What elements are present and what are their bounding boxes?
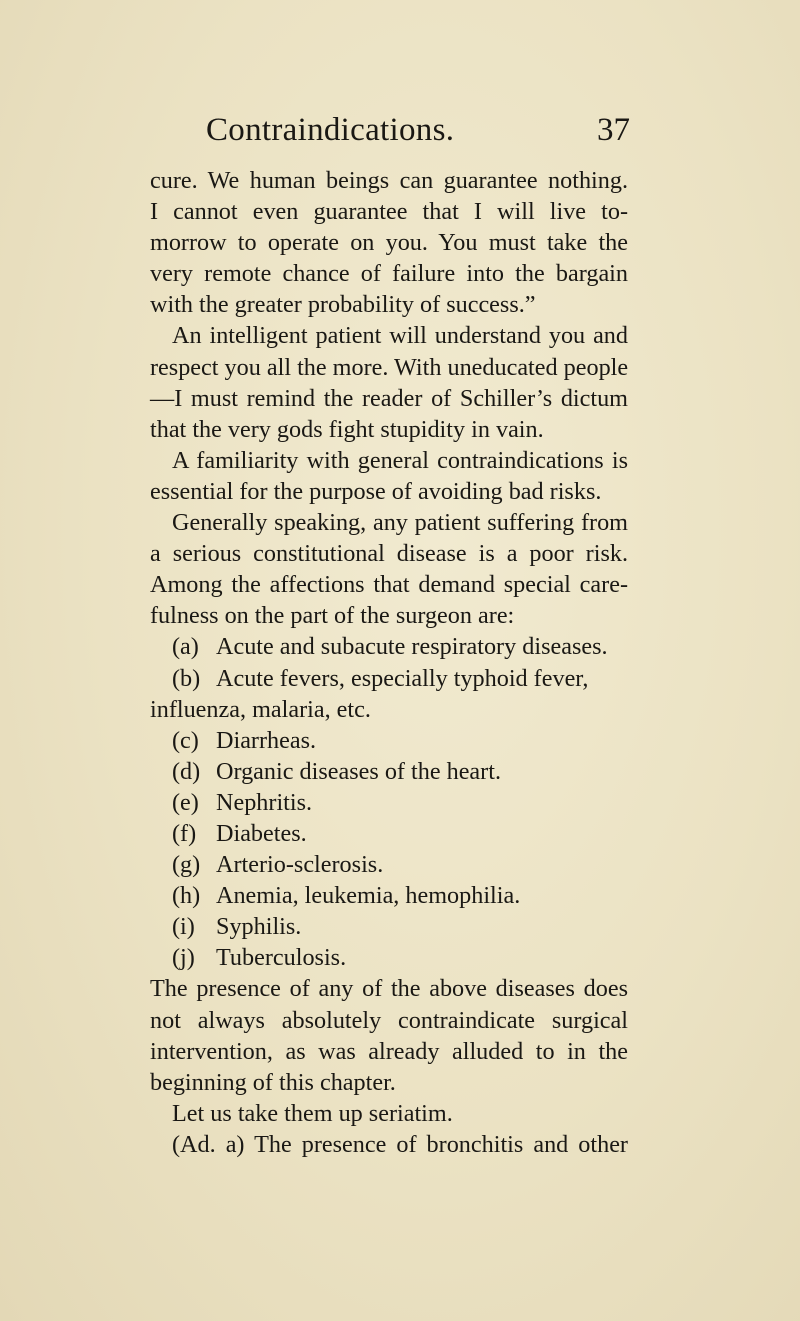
text-line: that the very gods fight stupidity in vain. [150, 415, 544, 443]
list-item-h [150, 880, 628, 911]
list-item-d [150, 756, 628, 787]
list-label: (h) [172, 882, 201, 910]
text-line: An intelligent patient will understand you and [172, 322, 628, 350]
list-label: (a) [172, 633, 199, 661]
list-item-c [150, 725, 628, 756]
list-text: Acute fevers, especially typhoid fever, [216, 664, 589, 692]
list-label: (c) [172, 726, 199, 754]
list-text: Organic diseases of the heart. [216, 757, 501, 785]
list-label: (e) [172, 788, 199, 816]
list-text: Diarrheas. [216, 726, 317, 754]
list-text: Nephritis. [216, 788, 313, 816]
list-item-a [150, 631, 628, 662]
list-label: (j) [172, 944, 195, 972]
text-line: —I must remind the reader of Schiller’s dictum [150, 384, 628, 412]
text-line: essential for the purpose of avoiding bad risks. [150, 477, 602, 505]
text-line: beginning of this chapter. [150, 1068, 396, 1096]
list-label: (f) [172, 819, 197, 847]
list-item-e [150, 787, 628, 818]
list-label: (i) [172, 913, 195, 941]
running-head [206, 112, 630, 158]
list-text: Arterio-sclerosis. [216, 851, 384, 879]
text-line: Among the affections that demand special care- [150, 571, 628, 599]
chapter-title: Contraindications. [206, 112, 455, 148]
list-text: Diabetes. [216, 819, 307, 847]
text-line: Let us take them up seriatim. [172, 1099, 453, 1127]
text-line: morrow to operate on you. You must take the [150, 229, 628, 257]
text-line: a serious constitutional disease is a poor risk. [150, 540, 628, 568]
text-line: The presence of any of the above diseases does [150, 975, 628, 1003]
text-line: cure. We human beings can guarantee nothing. [150, 167, 628, 194]
list-item-i [150, 911, 628, 942]
body-text [150, 165, 628, 1160]
text-line: intervention, as was already alluded to in the [150, 1037, 628, 1065]
text-line: fulness on the part of the surgeon are: [150, 602, 515, 630]
page-number: 37 [597, 112, 630, 148]
text-line: (Ad. a) The presence of bronchitis and other [172, 1130, 628, 1158]
text-line: respect you all the more. With uneducated people [150, 353, 629, 381]
list-item-b [150, 663, 628, 694]
list-text: Acute and subacute respiratory diseases. [216, 633, 608, 661]
text-line: not always absolutely contraindicate surgical [150, 1006, 628, 1034]
list-label: (g) [172, 851, 201, 879]
text-line: very remote chance of failure into the bargain [150, 260, 628, 288]
list-label: (d) [172, 757, 201, 785]
list-text: Anemia, leukemia, hemophilia. [216, 882, 521, 910]
list-item-j [150, 942, 628, 973]
text-line: A familiarity with general contraindications is [172, 446, 628, 474]
list-label: (b) [172, 664, 201, 692]
text-line: with the greater probability of success.” [150, 291, 536, 319]
list-text: Tuberculosis. [216, 944, 347, 972]
list-item-g [150, 849, 628, 880]
text-line: I cannot even guarantee that I will live to- [150, 198, 628, 226]
list-item-f [150, 818, 628, 849]
text-line: influenza, malaria, etc. [150, 695, 371, 723]
text-line: Generally speaking, any patient suffering from [172, 509, 628, 537]
list-text: Syphilis. [216, 913, 302, 941]
